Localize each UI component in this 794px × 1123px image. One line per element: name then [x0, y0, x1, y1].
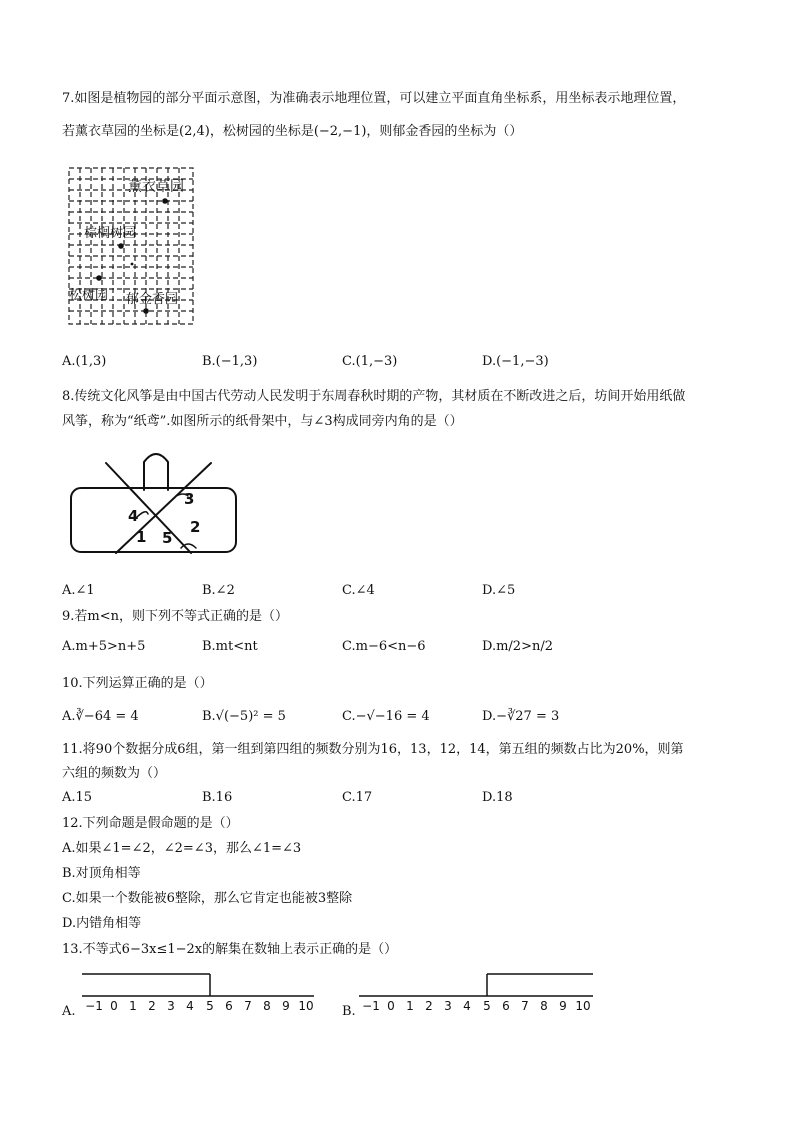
q7-garden-grid-figure: [66, 165, 196, 327]
q7-option-c[interactable]: C.(1,−3): [342, 354, 398, 369]
tulip-label: 郁金香园: [126, 292, 179, 307]
q13-option-b[interactable]: B.: [342, 1004, 356, 1019]
q10-option-c[interactable]: C.−√−16 = 4: [342, 709, 430, 724]
q7-stem-line1: 7.如图是植物园的部分平面示意图，为准确表示地理位置，可以建立平面直角坐标系，用坐标表示地理位置，: [62, 91, 686, 106]
q11-option-b[interactable]: B.16: [202, 790, 233, 805]
tulip-point: [143, 308, 149, 314]
angle-5-label: 5: [162, 529, 173, 547]
pine-label: 松树园: [69, 288, 109, 303]
q12-option-d[interactable]: D.内错角相等: [62, 916, 142, 931]
axis-a-tick: 5: [206, 999, 214, 1013]
q8-kite-frame-figure: [66, 448, 241, 558]
q10-stem: 10.下列运算正确的是（）: [62, 676, 213, 691]
q13-stem: 13.不等式6−3x≤1−2x的解集在数轴上表示正确的是（）: [62, 942, 398, 957]
q7-option-a[interactable]: A.(1,3): [62, 354, 107, 369]
q9-option-b[interactable]: B.mt<nt: [202, 639, 258, 654]
q7-option-b[interactable]: B.(−1,3): [202, 354, 258, 369]
q8-option-c[interactable]: C.∠4: [342, 583, 375, 598]
axis-a-tick: 2: [148, 999, 156, 1013]
angle-1-label: 1: [136, 528, 147, 546]
angle-3-label: 3: [184, 490, 195, 508]
q8-option-a[interactable]: A.∠1: [62, 583, 95, 598]
axis-b-tick: 1: [406, 999, 414, 1013]
axis-a-tick: 4: [186, 999, 194, 1013]
q10-option-d[interactable]: D.−∛27 = 3: [482, 709, 560, 724]
palm-label: 棕榈树园: [84, 226, 137, 241]
q9-option-d[interactable]: D.m/2>n/2: [482, 639, 553, 654]
axis-b-tick: 10: [575, 999, 591, 1013]
axis-a-tick: 9: [282, 999, 290, 1013]
q8-option-d[interactable]: D.∠5: [482, 583, 516, 598]
axis-a-tick: 3: [167, 999, 175, 1013]
axis-a-tick: −1: [85, 999, 103, 1013]
axis-b-tick: 6: [502, 999, 510, 1013]
q9-option-a[interactable]: A.m+5>n+5: [62, 639, 146, 654]
pine-point: [96, 275, 102, 281]
axis-b-tick: 3: [444, 999, 452, 1013]
axis-a-tick: 1: [129, 999, 137, 1013]
q8-stem-line1: 8.传统文化风筝是由中国古代劳动人民发明于东周春秋时期的产物，其材质在不断改进之后，坊间开始用纸做: [62, 389, 686, 404]
axis-b-tick: 4: [463, 999, 471, 1013]
q10-option-a[interactable]: A.∛−64 = 4: [62, 709, 139, 724]
axis-b-tick: 2: [425, 999, 433, 1013]
axis-b-tick: 7: [521, 999, 529, 1013]
axis-b-tick: 9: [559, 999, 567, 1013]
axis-a-tick: 8: [263, 999, 271, 1013]
q11-option-a[interactable]: A.15: [62, 790, 93, 805]
q13-number-line-a: [80, 966, 320, 1016]
q12-option-a[interactable]: A.如果∠1=∠2，∠2=∠3，那么∠1=∠3: [62, 841, 302, 856]
q13-number-line-b: [357, 966, 597, 1016]
palm-point: [118, 243, 124, 249]
axis-a-tick: 10: [298, 999, 314, 1013]
axis-b-tick: −1: [362, 999, 380, 1013]
lavender-point: [162, 198, 168, 204]
angle-4-label: 4: [128, 507, 139, 525]
axis-a-tick: 0: [110, 999, 118, 1013]
q12-stem: 12.下列命题是假命题的是（）: [62, 816, 239, 831]
angle-2-label: 2: [190, 518, 201, 536]
q8-option-b[interactable]: B.∠2: [202, 583, 235, 598]
q10-option-b[interactable]: B.√(−5)² = 5: [202, 709, 286, 724]
q8-stem-line2: 风筝，称为“纸鸢”.如图所示的纸骨架中，与∠3构成同旁内角的是（）: [62, 414, 463, 429]
q7-stem-line2: 若薰衣草园的坐标是(2,4)，松树园的坐标是(−2,−1)，则郁金香园的坐标为（）: [62, 124, 523, 139]
axis-a-tick: 6: [225, 999, 233, 1013]
q11-option-d[interactable]: D.18: [482, 790, 513, 805]
lavender-label: 薰衣草园: [128, 179, 184, 195]
q11-option-c[interactable]: C.17: [342, 790, 373, 805]
q13-option-a[interactable]: A.: [62, 1004, 76, 1019]
q7-option-d[interactable]: D.(−1,−3): [482, 354, 549, 369]
q12-option-b[interactable]: B.对顶角相等: [62, 866, 141, 881]
axis-b-tick: 0: [387, 999, 395, 1013]
q11-stem-line1: 11.将90个数据分成6组，第一组到第四组的频数分别为16，13，12，14，第五组的频数占比为20%，则第: [62, 742, 684, 757]
axis-a-tick: 7: [244, 999, 252, 1013]
q11-stem-line2: 六组的频数为（）: [62, 766, 167, 781]
axis-b-tick: 5: [483, 999, 491, 1013]
q12-option-c[interactable]: C.如果一个数能被6整除，那么它肯定也能被3整除: [62, 891, 353, 906]
axis-b-tick: 8: [540, 999, 548, 1013]
q9-option-c[interactable]: C.m−6<n−6: [342, 639, 426, 654]
q9-stem: 9.若m<n，则下列不等式正确的是（）: [62, 609, 288, 624]
